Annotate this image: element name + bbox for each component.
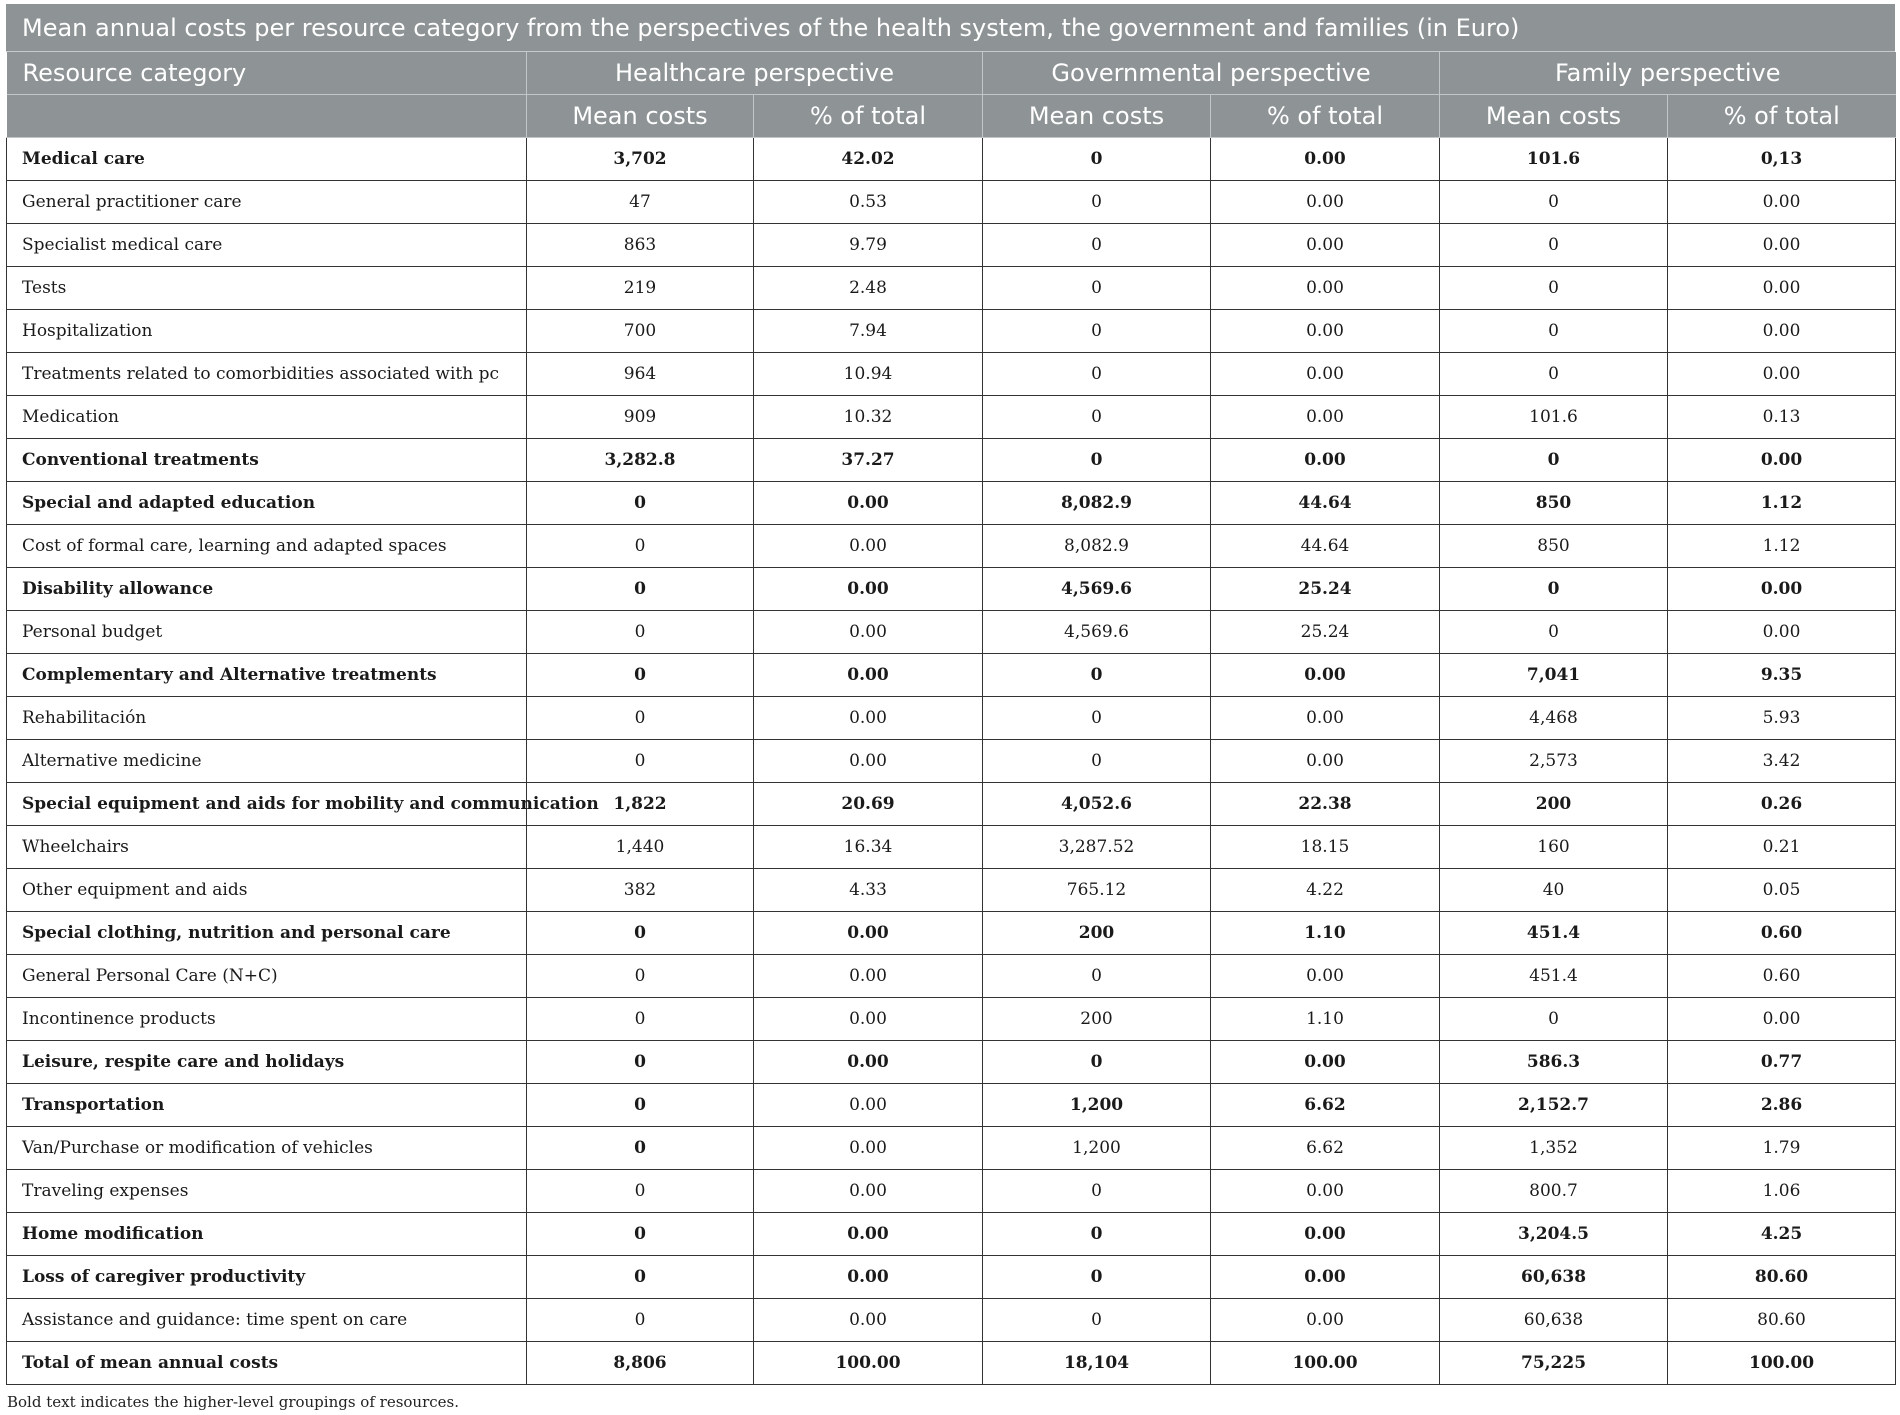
cell-family-pct-total: 5.93: [1668, 697, 1896, 740]
cell-family-mean-costs: 0: [1440, 998, 1668, 1041]
cell-family-mean-costs: 3,204.5: [1440, 1213, 1668, 1256]
cell-governmental-mean-costs: 0: [983, 697, 1211, 740]
cell-healthcare-pct-total: 4.33: [754, 869, 983, 912]
cell-healthcare-pct-total: 0.00: [754, 740, 983, 783]
table-row: [7, 826, 1896, 869]
cell-family-mean-costs: 75,225: [1440, 1342, 1668, 1385]
cell-healthcare-mean-costs: 0: [527, 1213, 754, 1256]
header-healthcare-perspective: Healthcare perspective: [527, 52, 983, 95]
cell-family-pct-total: 1.12: [1668, 482, 1896, 525]
cell-healthcare-mean-costs: 0: [527, 740, 754, 783]
row-label: Medical care: [7, 138, 527, 181]
cell-family-mean-costs: 0: [1440, 310, 1668, 353]
cell-healthcare-mean-costs: 0: [527, 1084, 754, 1127]
row-label: General practitioner care: [7, 181, 527, 224]
table-footnote: Bold text indicates the higher-level groupings of resources.: [7, 1393, 460, 1411]
table-body: [7, 138, 1896, 1385]
cell-governmental-mean-costs: 4,569.6: [983, 568, 1211, 611]
cell-healthcare-pct-total: 0.00: [754, 1041, 983, 1084]
table-row: [7, 1170, 1896, 1213]
cell-family-pct-total: 80.60: [1668, 1299, 1896, 1342]
cell-family-pct-total: 0.26: [1668, 783, 1896, 826]
cell-governmental-mean-costs: 0: [983, 654, 1211, 697]
cell-governmental-mean-costs: 0: [983, 267, 1211, 310]
cell-healthcare-pct-total: 0.00: [754, 955, 983, 998]
cell-governmental-pct-total: 0.00: [1211, 654, 1440, 697]
cell-healthcare-mean-costs: 863: [527, 224, 754, 267]
table-row: [7, 1127, 1896, 1170]
cell-family-pct-total: 2.86: [1668, 1084, 1896, 1127]
table-row: [7, 1342, 1896, 1385]
cell-healthcare-mean-costs: 8,806: [527, 1342, 754, 1385]
cell-governmental-mean-costs: 0: [983, 955, 1211, 998]
row-label: Wheelchairs: [7, 826, 527, 869]
cell-healthcare-mean-costs: 0: [527, 482, 754, 525]
row-label: Hospitalization: [7, 310, 527, 353]
cell-family-mean-costs: 40: [1440, 869, 1668, 912]
cell-healthcare-pct-total: 7.94: [754, 310, 983, 353]
table-row: [7, 740, 1896, 783]
cell-governmental-pct-total: 44.64: [1211, 525, 1440, 568]
cell-family-pct-total: 0.00: [1668, 224, 1896, 267]
cell-family-pct-total: 0.00: [1668, 353, 1896, 396]
cell-healthcare-mean-costs: 909: [527, 396, 754, 439]
cell-family-mean-costs: 0: [1440, 353, 1668, 396]
cell-governmental-mean-costs: 200: [983, 912, 1211, 955]
table-row: [7, 1041, 1896, 1084]
header-governmental-pct-total: % of total: [1211, 95, 1440, 138]
cell-family-mean-costs: 0: [1440, 439, 1668, 482]
cell-healthcare-mean-costs: 0: [527, 1041, 754, 1084]
cell-family-pct-total: 1.06: [1668, 1170, 1896, 1213]
cell-governmental-pct-total: 25.24: [1211, 568, 1440, 611]
cell-healthcare-mean-costs: 700: [527, 310, 754, 353]
table-row: [7, 181, 1896, 224]
cell-governmental-pct-total: 0.00: [1211, 224, 1440, 267]
row-label: Total of mean annual costs: [7, 1342, 527, 1385]
row-label: Van/Purchase or modification of vehicles: [7, 1127, 527, 1170]
cell-family-pct-total: 0.00: [1668, 998, 1896, 1041]
table-row: [7, 1213, 1896, 1256]
cell-healthcare-pct-total: 2.48: [754, 267, 983, 310]
row-label: Traveling expenses: [7, 1170, 527, 1213]
cell-governmental-pct-total: 1.10: [1211, 912, 1440, 955]
table-header: [7, 52, 1896, 138]
cell-family-pct-total: 3.42: [1668, 740, 1896, 783]
cell-healthcare-pct-total: 0.00: [754, 1213, 983, 1256]
table-row: [7, 1256, 1896, 1299]
cell-healthcare-pct-total: 0.00: [754, 1170, 983, 1213]
cell-family-pct-total: 0.60: [1668, 955, 1896, 998]
cell-family-mean-costs: 2,573: [1440, 740, 1668, 783]
cell-family-pct-total: 0,13: [1668, 138, 1896, 181]
cell-governmental-pct-total: 0.00: [1211, 1256, 1440, 1299]
table-row: [7, 1299, 1896, 1342]
table-row: [7, 998, 1896, 1041]
table-row: [7, 611, 1896, 654]
cell-governmental-pct-total: 0.00: [1211, 310, 1440, 353]
row-label: Specialist medical care: [7, 224, 527, 267]
cell-governmental-pct-total: 22.38: [1211, 783, 1440, 826]
cell-healthcare-pct-total: 16.34: [754, 826, 983, 869]
row-label: Tests: [7, 267, 527, 310]
cell-family-mean-costs: 0: [1440, 267, 1668, 310]
cell-family-pct-total: 1.12: [1668, 525, 1896, 568]
table-row: [7, 267, 1896, 310]
cell-healthcare-pct-total: 0.00: [754, 697, 983, 740]
cell-governmental-mean-costs: 1,200: [983, 1084, 1211, 1127]
cell-healthcare-pct-total: 0.00: [754, 912, 983, 955]
table-row: [7, 697, 1896, 740]
cell-family-pct-total: 9.35: [1668, 654, 1896, 697]
cell-family-mean-costs: 60,638: [1440, 1299, 1668, 1342]
table-caption: Mean annual costs per resource category from the perspectives of the health system, the government and families (in Euro): [6, 4, 1895, 52]
cell-healthcare-pct-total: 0.00: [754, 482, 983, 525]
cell-healthcare-mean-costs: 964: [527, 353, 754, 396]
cell-healthcare-mean-costs: 0: [527, 1256, 754, 1299]
cell-family-mean-costs: 0: [1440, 611, 1668, 654]
row-label: Loss of caregiver productivity: [7, 1256, 527, 1299]
cell-governmental-mean-costs: 8,082.9: [983, 525, 1211, 568]
cell-healthcare-pct-total: 0.53: [754, 181, 983, 224]
header-empty-cell: [7, 95, 527, 138]
row-label: Incontinence products: [7, 998, 527, 1041]
table-row: [7, 869, 1896, 912]
cell-governmental-pct-total: 0.00: [1211, 697, 1440, 740]
cell-governmental-pct-total: 0.00: [1211, 138, 1440, 181]
cell-family-pct-total: 0.05: [1668, 869, 1896, 912]
row-label: General Personal Care (N+C): [7, 955, 527, 998]
cell-healthcare-mean-costs: 0: [527, 1170, 754, 1213]
cell-governmental-pct-total: 0.00: [1211, 1041, 1440, 1084]
cell-healthcare-mean-costs: 47: [527, 181, 754, 224]
table-row: [7, 310, 1896, 353]
cell-family-mean-costs: 850: [1440, 482, 1668, 525]
header-governmental-perspective: Governmental perspective: [983, 52, 1440, 95]
cell-healthcare-pct-total: 0.00: [754, 568, 983, 611]
cell-governmental-pct-total: 44.64: [1211, 482, 1440, 525]
row-label: Leisure, respite care and holidays: [7, 1041, 527, 1084]
cell-governmental-mean-costs: 4,569.6: [983, 611, 1211, 654]
table-row: [7, 783, 1896, 826]
cell-governmental-mean-costs: 8,082.9: [983, 482, 1211, 525]
table-row: [7, 955, 1896, 998]
header-row-perspectives: [7, 52, 1896, 95]
cell-governmental-mean-costs: 200: [983, 998, 1211, 1041]
cell-family-pct-total: 4.25: [1668, 1213, 1896, 1256]
table-row: [7, 439, 1896, 482]
row-label: Assistance and guidance: time spent on care: [7, 1299, 527, 1342]
cell-governmental-mean-costs: 0: [983, 740, 1211, 783]
cell-healthcare-mean-costs: 0: [527, 697, 754, 740]
cell-governmental-mean-costs: 0: [983, 396, 1211, 439]
row-label: Special equipment and aids for mobility and communication: [7, 783, 527, 826]
header-family-pct-total: % of total: [1668, 95, 1896, 138]
header-healthcare-mean-costs: Mean costs: [527, 95, 754, 138]
row-label: Complementary and Alternative treatments: [7, 654, 527, 697]
row-label: Medication: [7, 396, 527, 439]
cell-healthcare-mean-costs: 0: [527, 568, 754, 611]
cell-governmental-mean-costs: 0: [983, 310, 1211, 353]
cell-healthcare-pct-total: 0.00: [754, 611, 983, 654]
cell-family-mean-costs: 586.3: [1440, 1041, 1668, 1084]
cell-healthcare-mean-costs: 0: [527, 998, 754, 1041]
cell-governmental-mean-costs: 765.12: [983, 869, 1211, 912]
cost-table-container: [6, 4, 1895, 1385]
cell-governmental-pct-total: 25.24: [1211, 611, 1440, 654]
cell-governmental-pct-total: 0.00: [1211, 353, 1440, 396]
cell-governmental-pct-total: 0.00: [1211, 1170, 1440, 1213]
table-row: [7, 224, 1896, 267]
cell-family-pct-total: 0.00: [1668, 568, 1896, 611]
cost-table: [6, 52, 1896, 1385]
cell-family-mean-costs: 60,638: [1440, 1256, 1668, 1299]
cell-family-mean-costs: 800.7: [1440, 1170, 1668, 1213]
header-row-subcolumns: [7, 95, 1896, 138]
cell-family-mean-costs: 160: [1440, 826, 1668, 869]
row-label: Rehabilitación: [7, 697, 527, 740]
cell-governmental-pct-total: 6.62: [1211, 1084, 1440, 1127]
row-label: Cost of formal care, learning and adapted spaces: [7, 525, 527, 568]
table-row: [7, 654, 1896, 697]
cell-family-mean-costs: 451.4: [1440, 912, 1668, 955]
cell-family-mean-costs: 101.6: [1440, 396, 1668, 439]
cell-governmental-mean-costs: 1,200: [983, 1127, 1211, 1170]
cell-healthcare-mean-costs: 0: [527, 1127, 754, 1170]
table-row: [7, 525, 1896, 568]
cell-governmental-pct-total: 1.10: [1211, 998, 1440, 1041]
cell-governmental-mean-costs: 0: [983, 138, 1211, 181]
cell-family-pct-total: 0.00: [1668, 439, 1896, 482]
cell-family-mean-costs: 2,152.7: [1440, 1084, 1668, 1127]
row-label: Treatments related to comorbidities associated with pc: [7, 353, 527, 396]
cell-family-mean-costs: 1,352: [1440, 1127, 1668, 1170]
row-label: Other equipment and aids: [7, 869, 527, 912]
cell-healthcare-pct-total: 10.32: [754, 396, 983, 439]
cell-healthcare-mean-costs: 0: [527, 525, 754, 568]
cell-governmental-mean-costs: 3,287.52: [983, 826, 1211, 869]
row-label: Disability allowance: [7, 568, 527, 611]
cell-governmental-pct-total: 0.00: [1211, 267, 1440, 310]
header-healthcare-pct-total: % of total: [754, 95, 983, 138]
header-family-mean-costs: Mean costs: [1440, 95, 1668, 138]
cell-governmental-pct-total: 18.15: [1211, 826, 1440, 869]
row-label: Special clothing, nutrition and personal care: [7, 912, 527, 955]
cell-family-mean-costs: 0: [1440, 568, 1668, 611]
cell-healthcare-pct-total: 0.00: [754, 525, 983, 568]
cell-healthcare-pct-total: 42.02: [754, 138, 983, 181]
cell-governmental-mean-costs: 4,052.6: [983, 783, 1211, 826]
cell-family-pct-total: 100.00: [1668, 1342, 1896, 1385]
cell-governmental-mean-costs: 18,104: [983, 1342, 1211, 1385]
cell-family-mean-costs: 451.4: [1440, 955, 1668, 998]
table-row: [7, 482, 1896, 525]
cell-family-mean-costs: 200: [1440, 783, 1668, 826]
cell-family-pct-total: 0.00: [1668, 181, 1896, 224]
cell-family-mean-costs: 101.6: [1440, 138, 1668, 181]
cell-governmental-pct-total: 100.00: [1211, 1342, 1440, 1385]
cell-healthcare-mean-costs: 0: [527, 654, 754, 697]
cell-family-pct-total: 0.00: [1668, 611, 1896, 654]
cell-family-pct-total: 0.21: [1668, 826, 1896, 869]
row-label: Home modification: [7, 1213, 527, 1256]
cell-family-pct-total: 0.60: [1668, 912, 1896, 955]
cell-healthcare-pct-total: 0.00: [754, 1127, 983, 1170]
cell-healthcare-mean-costs: 382: [527, 869, 754, 912]
cell-healthcare-pct-total: 0.00: [754, 1256, 983, 1299]
cell-family-pct-total: 1.79: [1668, 1127, 1896, 1170]
cell-governmental-pct-total: 0.00: [1211, 740, 1440, 783]
header-governmental-mean-costs: Mean costs: [983, 95, 1211, 138]
table-row: [7, 353, 1896, 396]
cell-family-mean-costs: 4,468: [1440, 697, 1668, 740]
row-label: Alternative medicine: [7, 740, 527, 783]
cell-governmental-mean-costs: 0: [983, 1041, 1211, 1084]
cell-healthcare-mean-costs: 0: [527, 955, 754, 998]
cell-family-mean-costs: 0: [1440, 224, 1668, 267]
cell-family-pct-total: 0.00: [1668, 310, 1896, 353]
row-label: Conventional treatments: [7, 439, 527, 482]
cell-healthcare-mean-costs: 0: [527, 611, 754, 654]
cell-governmental-mean-costs: 0: [983, 1299, 1211, 1342]
cell-governmental-pct-total: 0.00: [1211, 439, 1440, 482]
cell-family-pct-total: 0.13: [1668, 396, 1896, 439]
cell-healthcare-pct-total: 10.94: [754, 353, 983, 396]
cell-healthcare-pct-total: 0.00: [754, 1084, 983, 1127]
table-row: [7, 396, 1896, 439]
cell-family-pct-total: 80.60: [1668, 1256, 1896, 1299]
row-label: Personal budget: [7, 611, 527, 654]
cell-family-pct-total: 0.00: [1668, 267, 1896, 310]
cell-healthcare-pct-total: 20.69: [754, 783, 983, 826]
table-row: [7, 912, 1896, 955]
cell-healthcare-mean-costs: 1,440: [527, 826, 754, 869]
cell-governmental-pct-total: 6.62: [1211, 1127, 1440, 1170]
cell-governmental-pct-total: 4.22: [1211, 869, 1440, 912]
cell-healthcare-mean-costs: 0: [527, 912, 754, 955]
cell-family-mean-costs: 7,041: [1440, 654, 1668, 697]
cell-healthcare-pct-total: 0.00: [754, 998, 983, 1041]
cell-governmental-pct-total: 0.00: [1211, 955, 1440, 998]
cell-governmental-pct-total: 0.00: [1211, 1213, 1440, 1256]
cell-governmental-mean-costs: 0: [983, 353, 1211, 396]
cell-healthcare-pct-total: 100.00: [754, 1342, 983, 1385]
cell-governmental-mean-costs: 0: [983, 1256, 1211, 1299]
cell-governmental-pct-total: 0.00: [1211, 396, 1440, 439]
cell-governmental-mean-costs: 0: [983, 1170, 1211, 1213]
table-row: [7, 568, 1896, 611]
cell-governmental-mean-costs: 0: [983, 1213, 1211, 1256]
row-label: Special and adapted education: [7, 482, 527, 525]
cell-family-mean-costs: 850: [1440, 525, 1668, 568]
cell-governmental-pct-total: 0.00: [1211, 1299, 1440, 1342]
header-family-perspective: Family perspective: [1440, 52, 1896, 95]
cell-healthcare-pct-total: 0.00: [754, 654, 983, 697]
cell-healthcare-mean-costs: 0: [527, 1299, 754, 1342]
cell-family-mean-costs: 0: [1440, 181, 1668, 224]
cell-governmental-pct-total: 0.00: [1211, 181, 1440, 224]
cell-healthcare-mean-costs: 3,282.8: [527, 439, 754, 482]
cell-governmental-mean-costs: 0: [983, 439, 1211, 482]
cell-governmental-mean-costs: 0: [983, 181, 1211, 224]
row-label: Transportation: [7, 1084, 527, 1127]
cell-healthcare-pct-total: 9.79: [754, 224, 983, 267]
header-resource-category: Resource category: [7, 52, 527, 95]
table-row: [7, 138, 1896, 181]
cell-healthcare-pct-total: 37.27: [754, 439, 983, 482]
cell-healthcare-mean-costs: 219: [527, 267, 754, 310]
cell-healthcare-mean-costs: 3,702: [527, 138, 754, 181]
cell-governmental-mean-costs: 0: [983, 224, 1211, 267]
cell-healthcare-mean-costs: 1,822: [527, 783, 754, 826]
table-row: [7, 1084, 1896, 1127]
cell-family-pct-total: 0.77: [1668, 1041, 1896, 1084]
cell-healthcare-pct-total: 0.00: [754, 1299, 983, 1342]
